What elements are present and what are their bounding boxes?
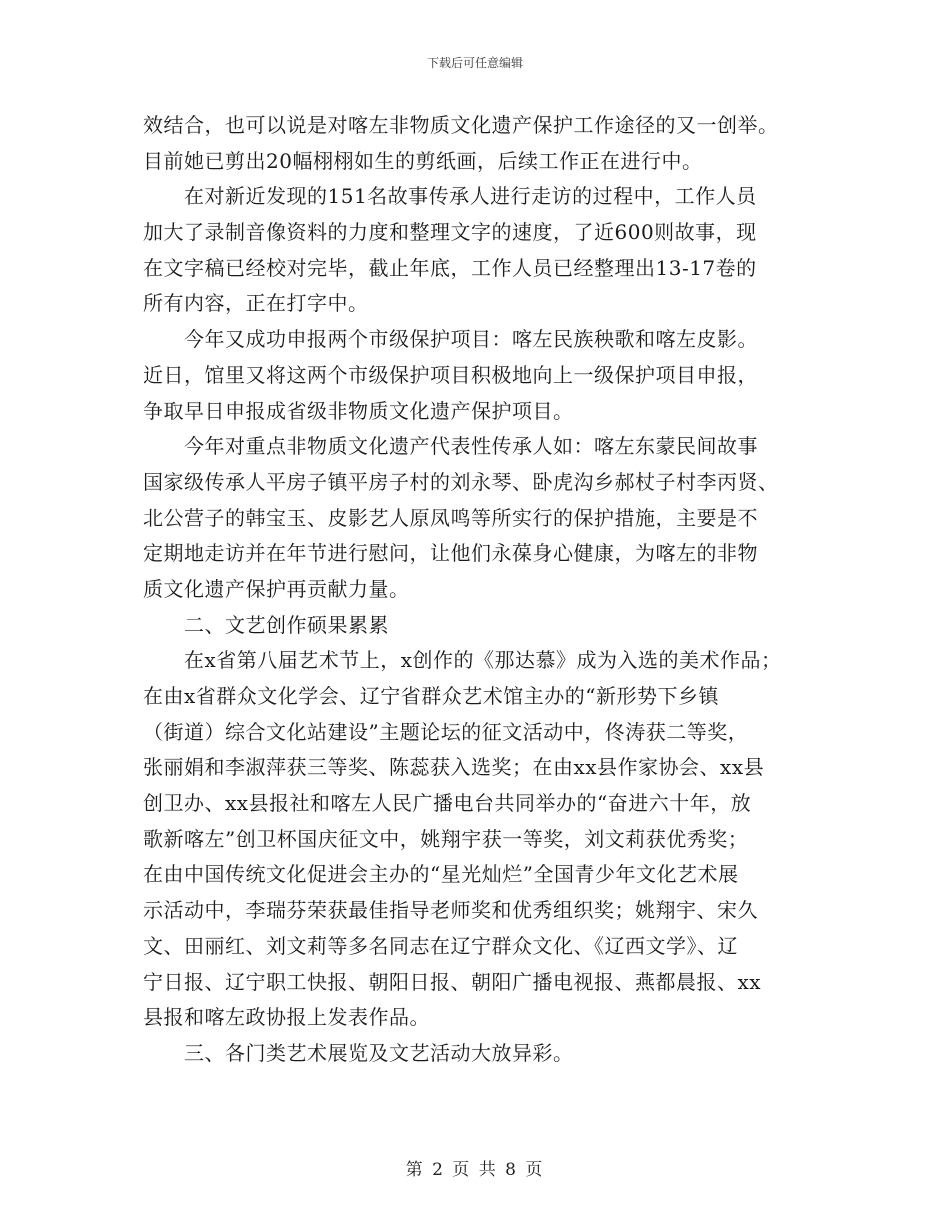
text-line: 歌新喀左”创卫杯国庆征文中，姚翔宇获一等奖，刘文莉获优秀奖； bbox=[143, 826, 749, 851]
text-line: 争取早日申报成省级非物质文化遗产保护项目。 bbox=[143, 398, 574, 423]
header-note: 下载后可任意编辑 bbox=[426, 56, 523, 70]
text-line: 创卫办、xx县报社和喀左人民广播电台共同举办的“奋进六十年，放 bbox=[143, 791, 752, 816]
text-line: 宁日报、辽宁职工快报、朝阳日报、朝阳广播电视报、燕都晨报、xx bbox=[143, 969, 762, 994]
text-line: 示活动中，李瑞芬荣获最佳指导老师奖和优秀组织奖；姚翔宇、宋久 bbox=[143, 898, 758, 923]
section-heading: 三、各门类艺术展览及文艺活动大放异彩。 bbox=[143, 1040, 574, 1065]
text-line: 所有内容，正在打字中。 bbox=[143, 291, 369, 316]
text-line: 近日，馆里又将这两个市级保护项目积极地向上一级保护项目申报， bbox=[143, 362, 758, 387]
text-line: 国家级传承人平房子镇平房子村的刘永琴、卧虎沟乡郝杖子村李丙贤、 bbox=[143, 469, 779, 494]
text-line: 在x省第八届艺术节上，x创作的《那达慕》成为入选的美术作品； bbox=[143, 648, 782, 673]
text-line: 张丽娟和李淑萍获三等奖、陈蕊获入选奖；在由xx县作家协会、xx县 bbox=[143, 755, 765, 780]
text-line: 今年又成功申报两个市级保护项目：喀左民族秧歌和喀左皮影。 bbox=[143, 327, 758, 352]
document-body bbox=[143, 108, 813, 1072]
text-line: 在文字稿已经校对完毕，截止年底，工作人员已经整理出13-17卷的 bbox=[143, 255, 757, 280]
text-line: （街道）综合文化站建设”主题论坛的征文活动中，佟涛获二等奖， bbox=[143, 719, 749, 744]
section-heading: 二、文艺创作硕果累累 bbox=[143, 612, 389, 637]
text-line: 北公营子的韩宝玉、皮影艺人原凤鸣等所实行的保护措施，主要是不 bbox=[143, 505, 758, 530]
page-number: 第 2 页 共 8 页 bbox=[405, 1160, 545, 1180]
text-line: 在对新近发现的151名故事传承人进行走访的过程中，工作人员 bbox=[143, 184, 757, 209]
text-line: 今年对重点非物质文化遗产代表性传承人如：喀左东蒙民间故事 bbox=[143, 434, 758, 459]
text-line: 县报和喀左政协报上发表作品。 bbox=[143, 1005, 430, 1030]
text-line: 在由中国传统文化促进会主办的“星光灿烂”全国青少年文化艺术展 bbox=[143, 862, 739, 887]
text-line: 目前她已剪出20幅栩栩如生的剪纸画，后续工作正在进行中。 bbox=[143, 148, 703, 173]
text-line: 效结合，也可以说是对喀左非物质文化遗产保护工作途径的又一创举。 bbox=[143, 113, 779, 137]
text-line: 文、田丽红、刘文莉等多名同志在辽宁群众文化、《辽西文学》、辽 bbox=[143, 933, 738, 958]
text-line: 在由x省群众文化学会、辽宁省群众艺术馆主办的“新形势下乡镇 bbox=[143, 684, 720, 708]
text-line: 加大了录制音像资料的力度和整理文字的速度，了近600则故事，现 bbox=[143, 220, 757, 245]
text-line: 定期地走访并在年节进行慰问，让他们永葆身心健康，为喀左的非物 bbox=[143, 541, 758, 566]
text-line: 质文化遗产保护再贡献力量。 bbox=[143, 576, 410, 601]
